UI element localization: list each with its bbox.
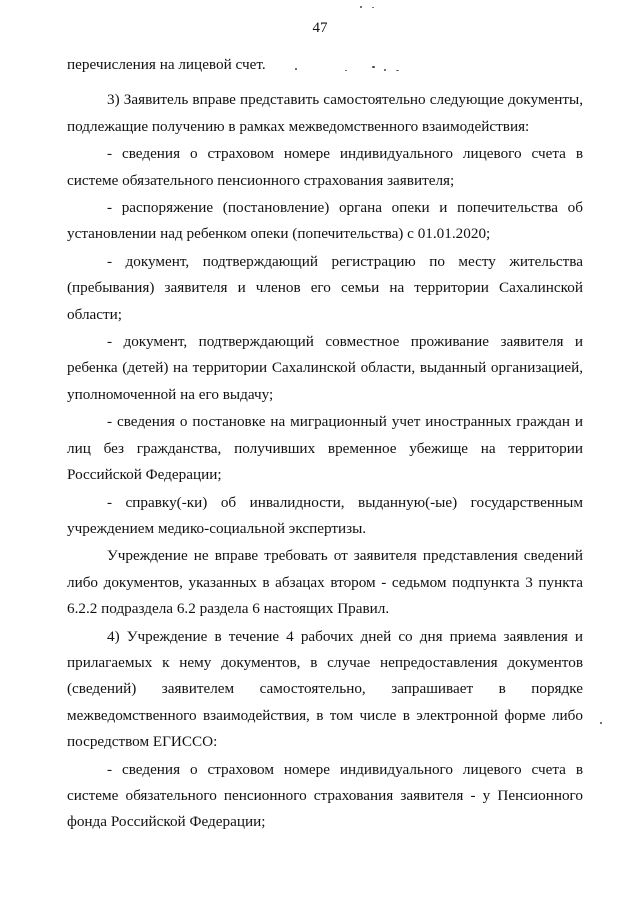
paragraph-disability-certificate: - справку(-ки) об инвалидности, выданную(-ые) государственным учреждением медико-социальной экспертизы. [67, 493, 583, 537]
document-body [67, 52, 583, 836]
scan-speck [600, 722, 602, 724]
paragraph-migration-record: - сведения о постановке на миграционный учет иностранных граждан и лиц без гражданства, получивших временное убежище на территории Российской Федерации; [67, 413, 583, 484]
paragraph-item-3: 3) Заявитель вправе представить самостоятельно следующие документы, подлежащие получению в рамках межведомственного взаимодействия: [67, 91, 583, 135]
page-number: 47 [312, 20, 328, 36]
paragraph-continuation: перечисления на лицевой счет. [67, 56, 266, 73]
paragraph-item-4: 4) Учреждение в течение 4 рабочих дней со дня приема заявления и прилагаемых к нему документов, в случае непредоставления документов (сведений) заявителем самостоятельно, запрашивает в порядке межведомственного взаимодействия, в том числе в электронной форме либо посредством ЕГИССО: [67, 627, 583, 751]
scan-speck [360, 6, 362, 8]
scan-speck [372, 7, 374, 8]
paragraph-cohabitation-document: - документ, подтверждающий совместное проживание заявителя и ребенка (детей) на территории Сахалинской области, выданный организацией, уполномоченной на его выдачу; [67, 333, 583, 403]
paragraph-snils: - сведения о страховом номере индивидуального лицевого счета в системе обязательного пенсионного страхования заявителя; [67, 145, 583, 189]
paragraph-guardianship-order: - распоряжение (постановление) органа опеки и попечительства об установлении над ребенком опеки (попечительства) с 01.01.2020; [67, 199, 583, 243]
paragraph-prohibition: Учреждение не вправе требовать от заявителя представления сведений либо документов, указанных в абзацах втором - седьмом подпункта 3 пункта 6.2.2 подраздела 6.2 раздела 6 настоящих Правил. [67, 547, 583, 618]
paragraph-snils-request: - сведения о страховом номере индивидуального лицевого счета в системе обязательного пенсионного страхования заявителя - у Пенсионного фонда Российской Федерации; [67, 760, 583, 831]
paragraph-registration-document: - документ, подтверждающий регистрацию по месту жительства (пребывания) заявителя и членов его семьи на территории Сахалинской области; [67, 252, 583, 323]
